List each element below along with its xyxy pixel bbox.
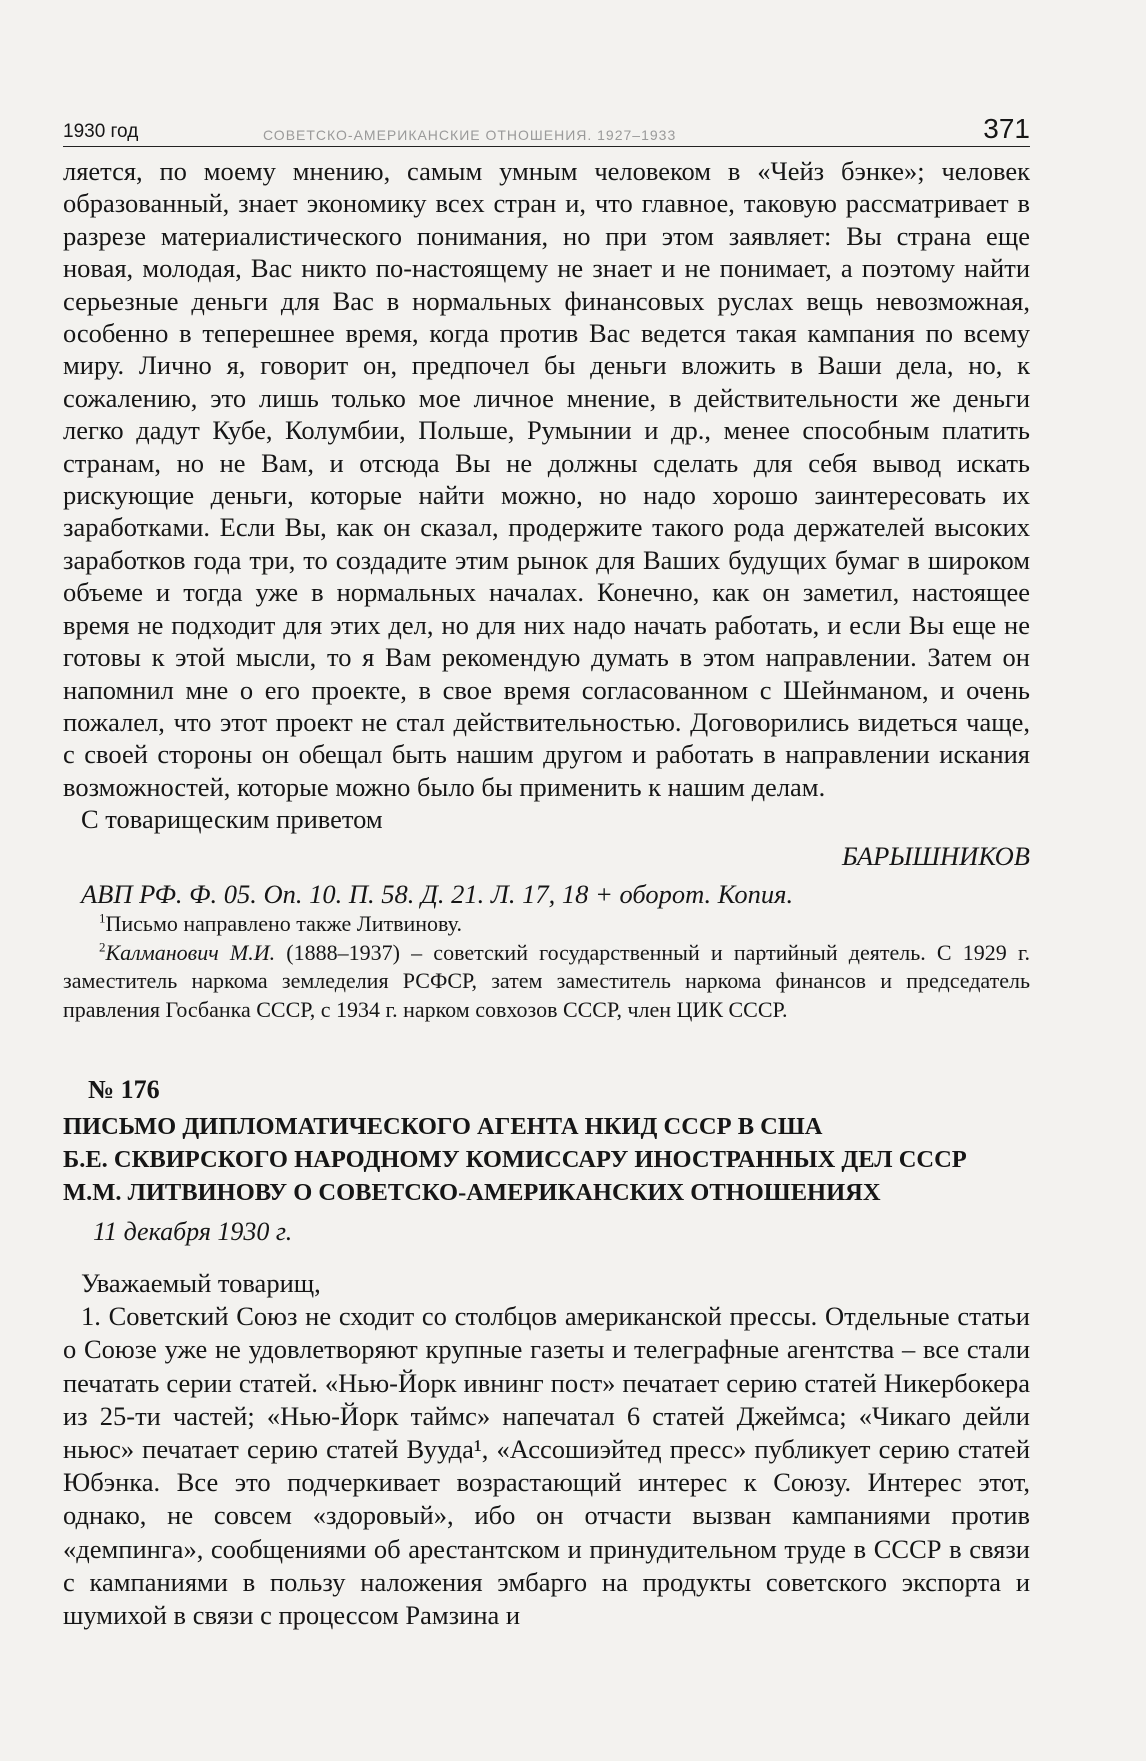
footnote-1 (63, 910, 1030, 939)
footnote-text: (1888–1937) – советский государственный и партийный деятель. С 1929 г. заместитель наркома земледелия РСФСР, затем заместитель наркома финансов и председатель правления Госбанка СССР, с 1934 г. нарком совхозов СССР, член ЦИК СССР. (63, 939, 1031, 1022)
document-title-line: Б.Е. СКВИРСКОГО НАРОДНОМУ КОМИССАРУ ИНОСТРАННЫХ ДЕЛ СССР (63, 1146, 967, 1173)
document-date: 11 декабря 1930 г. (93, 1217, 293, 1246)
main-text-block (63, 155, 1030, 910)
running-head-year: 1930 год (63, 121, 139, 142)
letter-paragraph-1: 1. Советский Союз не сходит со столбцов американской прессы. Отдельные статьи о Союзе уже не удовлетворяют крупные газеты и телеграфные агентства – все стали печатать серии статей. «Нью-Йорк ивнинг пост» печатает серию статей Никербокера из 25-ти частей; «Нью-Йорк таймс» напечатал 6 статей Джеймса; «Чикаго дейли ньюс» печатает серию статей Вууда¹, «Ассошиэйтед пресс» публикует серию статей Юбэнка. Все это подчеркивает возрастающий интерес к Союзу. Интерес этот, однако, не совсем «здоровый», ибо он отчасти вызван кампаниями против «демпинга», сообщениями об арестантском и принудительном труде в СССР в связи с кампаниями в пользу наложения эмбарго на продукты советского экспорта и шумихой в связи с процессом Рамзина и (63, 1301, 1030, 1631)
footnote-person: Калманович М.И. (105, 939, 276, 965)
salutation: Уважаемый товарищ, (81, 1268, 321, 1298)
closing-line: С товарищеским приветом (81, 804, 383, 835)
running-head-title: СОВЕТСКО-АМЕРИКАНСКИЕ ОТНОШЕНИЯ. 1927–1933 (263, 127, 677, 143)
main-paragraph: ляется, по моему мнению, самым умным человеком в «Чейз бэнке»; человек образованный, знает экономику всех стран и, что главное, таковую рассматривает в разрезе материалистического понимания, но при этом заявляет: Вы страна еще новая, молодая, Вас никто по-настоящему не знает и не понимает, а поэтому найти серьезные деньги для Вас в нормальных финансовых руслах вещь невозможная, особенно в теперешнее время, когда против Вас ведется такая кампания по всему миру. Лично я, говорит он, предпочел бы деньги вложить в Ваши дела, но, к сожалению, это лишь только мое личное мнение, в действительности же деньги легко дадут Кубе, Колумбии, Польше, Румынии и др., менее способным платить странам, но не Вам, и отсюда Вы не должны сделать для себя вывод искать рискующие деньги, которые найти можно, но надо хорошо заинтересовать их заработками. Если Вы, как он сказал, продержите такого рода держателей высоких заработков года три, то создадите этим рынок для Ваших будущих бумаг в широком объеме и тогда уже в нормальных началах. Конечно, как он заметил, настоящее время не подходит для этих дел, но для них надо начать работать, и если Вы еще не готовы к этой мысли, то я Вам рекомендую думать в этом направлении. Затем он напомнил мне о его проекте, в свое время согласованном с Шейнманом, и очень пожалел, что этот проект не стал действительностью. Договорились видеться чаще, с своей стороны он обещал быть нашим другом и работать в направлении искания возможностей, которые можно было бы применить к нашим делам. (63, 156, 1030, 802)
document-title (63, 1110, 1030, 1209)
document-title-line: ПИСЬМО ДИПЛОМАТИЧЕСКОГО АГЕНТА НКИД СССР В США (63, 1113, 823, 1140)
footnote-2 (63, 939, 1030, 1025)
footnote-mark: 1 (99, 910, 106, 926)
archive-reference: АВП РФ. Ф. 05. Оп. 10. П. 58. Д. 21. Л. 17, 18 + оборот. Копия. (81, 878, 794, 909)
footnotes (63, 910, 1030, 1024)
document-title-line: М.М. ЛИТВИНОВУ О СОВЕТСКО-АМЕРИКАНСКИХ ОТНОШЕНИЯХ (63, 1179, 881, 1206)
signature: БАРЫШНИКОВ (842, 840, 1030, 871)
document-number: № 176 (88, 1075, 160, 1104)
letter-body (63, 1267, 1030, 1632)
footnote-text: Письмо направлено также Литвинову. (105, 911, 462, 936)
footnote-mark: 2 (99, 939, 106, 955)
page-number: 371 (983, 113, 1030, 144)
running-head (63, 112, 1030, 147)
